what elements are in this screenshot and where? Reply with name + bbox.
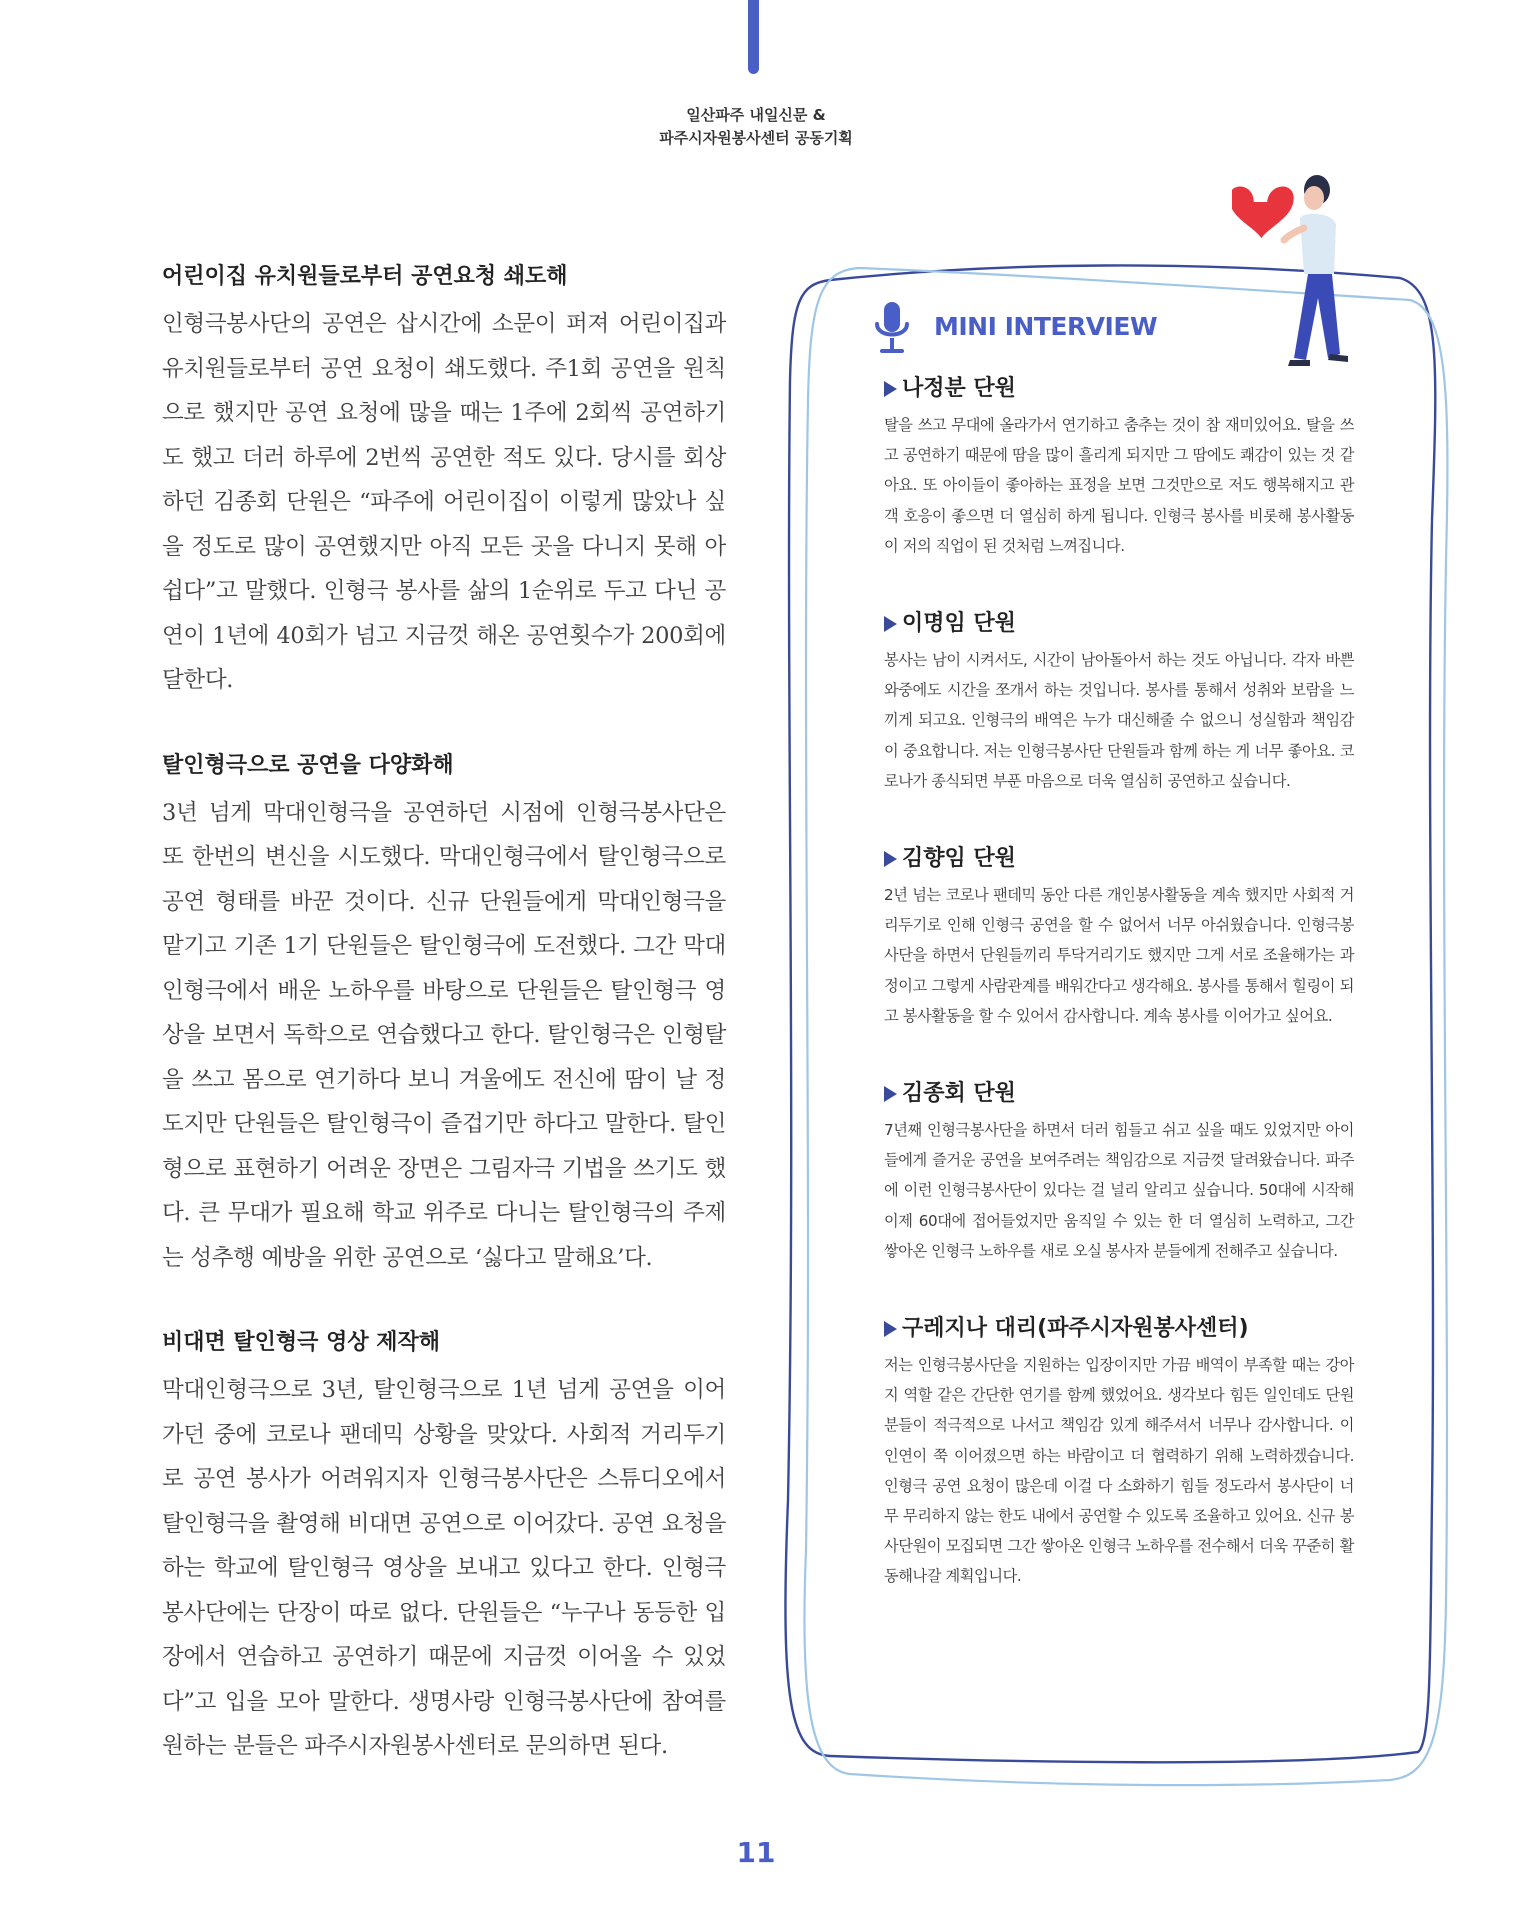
interview-text: 봉사는 남이 시켜서도, 시간이 남아돌아서 하는 것도 아닙니다. 각자 바쁜 와중에도 시간을 쪼개서 하는 것입니다. 봉사를 통해서 성취와 보람을 느끼게 되고요. 인형극의 배역은 누가 대신해줄 수 없으니 성실함과 책임감이 중요합니다. 저는 인형극봉사단 단원들과 함께 하는 게 너무 좋아요. 코로나가 종식되면 부푼 마음으로 더욱 열심히 공연하고 싶습니다. [884, 651, 1354, 790]
triangle-bullet-icon [884, 851, 897, 867]
interview-name-row [884, 1312, 1354, 1346]
header-line-2: 파주시자원봉사센터 공동기획 [659, 129, 853, 147]
interview-item [884, 1312, 1354, 1592]
section-heading: 비대면 탈인형극 영상 제작해 [162, 1330, 441, 1355]
interview-item [884, 842, 1354, 1031]
section-heading: 탈인형극으로 공연을 다양화해 [162, 752, 454, 778]
interview-list [884, 372, 1354, 1638]
triangle-bullet-icon [884, 1321, 897, 1337]
interviewee-name: 김향임 단원 [902, 846, 1016, 872]
mini-interview-title: MINI INTERVIEW [934, 312, 1158, 341]
interview-item [884, 372, 1354, 561]
triangle-bullet-icon [884, 381, 897, 397]
page-number: 11 [736, 1836, 776, 1869]
interviewee-name: 김종회 단원 [902, 1081, 1016, 1107]
interviewee-name: 나정분 단원 [902, 376, 1016, 401]
woman-holding-heart-illustration [1232, 168, 1362, 378]
section-heading: 어린이집 유치원들로부터 공연요청 쇄도해 [162, 264, 568, 289]
section-body: 3년 넘게 막대인형극을 공연하던 시점에 인형극봉사단은 또 한번의 변신을 시도했다. 막대인형극에서 탈인형극으로 공연 형태를 바꾼 것이다. 신규 단원들에게 막대인형극을 맡기고 기존 1기 단원들은 탈인형극에 도전했다. 그간 막대인형극에서 배운 노하우를 바탕으로 단원들은 탈인형극 영상을 보면서 독학으로 연습했다고 한다. 탈인형극은 인형탈을 쓰고 몸으로 연기하다 보니 겨울에도 전신에 땀이 날 정도지만 단원들은 탈인형극이 즐겁기만 하다고 말한다. 탈인형으로 표현하기 어려운 장면은 그림자극 기법을 쓰기도 했다. 큰 무대가 필요해 학교 위주로 다니는 탈인형극의 주제는 성추행 예방을 위한 공연으로 ‘싫다고 말해요’다. [162, 799, 726, 1271]
interviewee-name: 이명임 단원 [902, 611, 1016, 637]
triangle-bullet-icon [884, 1086, 897, 1102]
interview-text: 2년 넘는 코로나 팬데믹 동안 다른 개인봉사활동을 계속 했지만 사회적 거리두기로 인해 인형극 공연을 할 수 없어서 너무 아쉬웠습니다. 인형극봉사단을 하면서 단원들끼리 투닥거리기도 했지만 그게 서로 조율해가는 과정이고 그렇게 사람관계를 배워간다고 생각해요. 봉사를 통해서 힐링이 되고 봉사활동을 할 수 있어서 감사합니다. 계속 봉사를 이어가고 싶어요. [884, 886, 1354, 1025]
interview-item [884, 1077, 1354, 1266]
interview-name-row [884, 1077, 1354, 1111]
interview-text: 탈을 쓰고 무대에 올라가서 연기하고 춤추는 것이 참 재미있어요. 탈을 쓰고 공연하기 때문에 땀을 많이 흘리게 되지만 그 땀에도 쾌감이 있는 것 같아요. 또 아이들이 좋아하는 표정을 보면 그것만으로 저도 행복해지고 관객 호응이 좋으면 더 열심히 하게 됩니다. 인형극 봉사를 비롯해 봉사활동이 저의 직업이 된 것처럼 느껴집니다. [884, 416, 1354, 555]
interview-text: 저는 인형극봉사단을 지원하는 입장이지만 가끔 배역이 부족할 때는 강아지 역할 같은 간단한 연기를 함께 했었어요. 생각보다 힘든 일인데도 단원분들이 적극적으로 나서고 책임감 있게 해주셔서 너무나 감사합니다. 이 인연이 쭉 이어졌으면 하는 바람이고 더 협력하기 위해 노력하겠습니다. 인형극 공연 요청이 많은데 이걸 다 소화하기 힘들 정도라서 봉사단이 너무 무리하지 않는 한도 내에서 공연할 수 있도록 조율하고 있어요. 신규 봉사단원이 모집되면 그간 쌓아온 인형극 노하우를 전수해서 더욱 꾸준히 활동해나갈 계획입니다. [884, 1356, 1354, 1586]
header-line-1: 일산파주 내일신문 & [686, 106, 826, 124]
interview-name-row [884, 607, 1354, 641]
interview-text: 7년째 인형극봉사단을 하면서 더러 힘들고 쉬고 싶을 때도 있었지만 아이들에게 즐거운 공연을 보여주려는 책임감으로 지금껏 달려왔습니다. 파주에 이런 인형극봉사단이 있다는 걸 널리 알리고 싶습니다. 50대에 시작해 이제 60대에 접어들었지만 움직일 수 있는 한 더 열심히 노력하고, 그간 쌓아온 인형극 노하우를 새로 오실 봉사자 분들에게 전해주고 싶습니다. [884, 1121, 1354, 1260]
interview-name-row [884, 842, 1354, 876]
section-body: 인형극봉사단의 공연은 삽시간에 소문이 퍼져 어린이집과 유치원들로부터 공연 요청이 쇄도했다. 주1회 공연을 원칙으로 했지만 공연 요청에 많을 때는 1주에 2회씩 공연하기도 했고 더러 하루에 2번씩 공연한 적도 있다. 당시를 회상하던 김종회 단원은 “파주에 어린이집이 이렇게 많았나 싶을 정도로 많이 공연했지만 아직 모든 곳을 다니지 못해 아쉽다”고 말했다. 인형극 봉사를 삶의 1순위로 두고 다닌 공연이 1년에 40회가 넘고 지금껏 해온 공연횟수가 200회에 달한다. [162, 311, 726, 693]
section-body: 막대인형극으로 3년, 탈인형극으로 1년 넘게 공연을 이어가던 중에 코로나 팬데믹 상황을 맞았다. 사회적 거리두기로 공연 봉사가 어려워지자 인형극봉사단은 스튜디오에서 탈인형극을 촬영해 비대면 공연으로 이어갔다. 공연 요청을 하는 학교에 탈인형극 영상을 보내고 있다고 한다. 인형극봉사단에는 단장이 따로 없다. 단원들은 “누구나 동등한 입장에서 연습하고 공연하기 때문에 지금껏 이어올 수 있었다”고 입을 모아 말한다. 생명사랑 인형극봉사단에 참여를 원하는 분들은 파주시자원봉사센터로 문의하면 된다. [162, 1377, 726, 1759]
interviewee-name: 구레지나 대리(파주시자원봉사센터) [902, 1316, 1249, 1342]
interview-item [884, 607, 1354, 796]
microphone-icon [872, 300, 912, 356]
interview-name-row [884, 372, 1354, 406]
triangle-bullet-icon [884, 616, 897, 632]
